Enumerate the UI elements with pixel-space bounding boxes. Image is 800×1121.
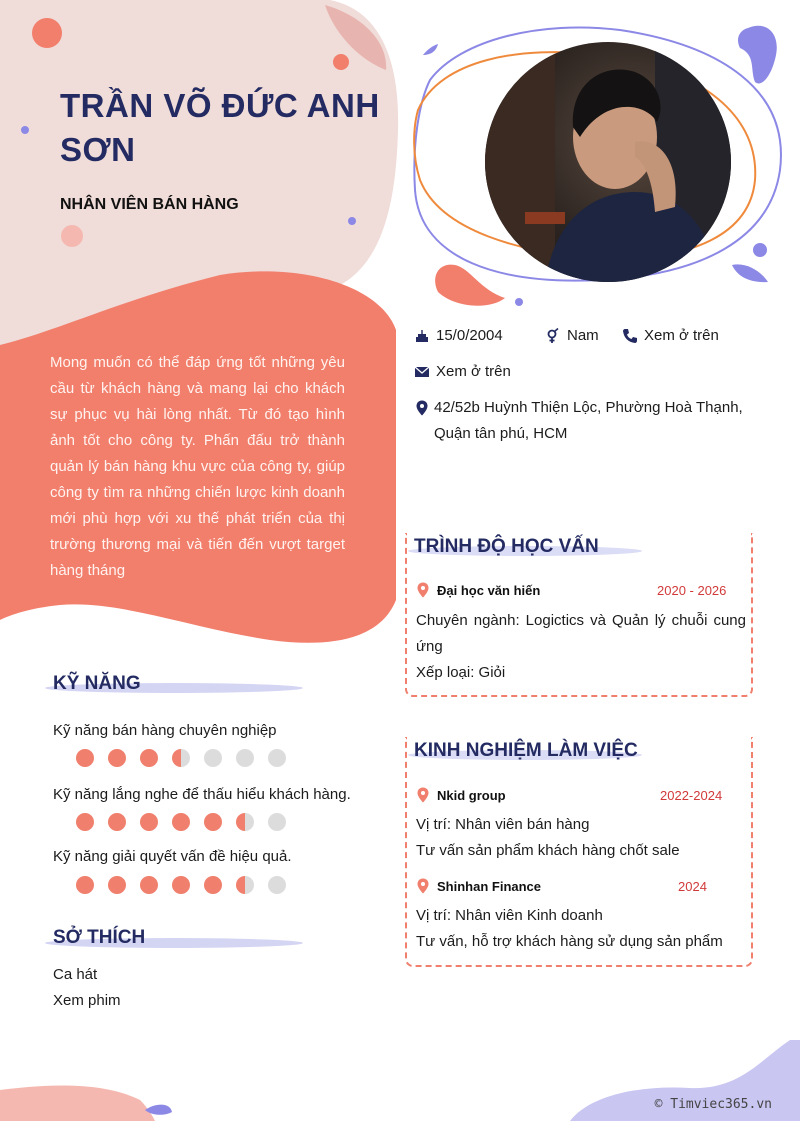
birthday-value: 15/0/2004 <box>436 327 503 344</box>
rating-dot <box>172 876 190 894</box>
envelope-icon <box>414 364 430 380</box>
rating-dot <box>140 749 158 767</box>
skill-label: Kỹ năng lắng nghe để thấu hiểu khách hàng. <box>53 786 351 803</box>
location-pin-icon <box>415 582 431 598</box>
skill-label: Kỹ năng bán hàng chuyên nghiệp <box>53 722 277 739</box>
skill-rating <box>76 813 286 831</box>
gender-icon <box>545 328 561 344</box>
job-company-row <box>415 878 541 894</box>
profile-photo <box>485 42 731 282</box>
rating-dot <box>108 813 126 831</box>
rating-dot <box>108 749 126 767</box>
rating-dot <box>236 813 254 831</box>
hobby-item: Ca hát <box>53 966 98 983</box>
rating-dot <box>108 876 126 894</box>
rating-dot <box>268 813 286 831</box>
birthday-row <box>414 327 503 344</box>
rating-dot <box>236 876 254 894</box>
rating-dot <box>268 749 286 767</box>
rating-dot <box>172 813 190 831</box>
rating-dot <box>268 876 286 894</box>
skill-rating <box>76 876 286 894</box>
job-description: Tư vấn, hỗ trợ khách hàng sử dụng sản phẩm <box>416 933 723 950</box>
location-pin-icon <box>415 787 431 803</box>
education-major: Chuyên ngành: Logictics và Quản lý chuỗi cung ứng <box>416 612 746 655</box>
skills-title: KỸ NĂNG <box>53 673 141 694</box>
gender-value: Nam <box>567 327 599 344</box>
skill-label: Kỹ năng giải quyết vấn đề hiệu quả. <box>53 848 292 865</box>
job-company-row <box>415 787 506 803</box>
portrait-illustration <box>485 42 731 282</box>
address-line-1: 42/52b Huỳnh Thiện Lộc, Phường Hoà Thạnh, <box>434 399 743 416</box>
candidate-name: TRẦN VÕ ĐỨC ANH SƠN <box>60 87 380 168</box>
rating-dot <box>204 813 222 831</box>
hobbies-title: SỞ THÍCH <box>53 927 146 948</box>
job-date: 2022-2024 <box>660 788 723 803</box>
hobby-item: Xem phim <box>53 992 121 1009</box>
rating-dot <box>76 813 94 831</box>
email-value: Xem ở trên <box>436 363 511 380</box>
rating-dot <box>236 749 254 767</box>
gender-row <box>545 327 599 344</box>
school-name: Đại học văn hiến <box>437 582 541 598</box>
phone-icon <box>622 328 638 344</box>
email-row <box>414 363 511 380</box>
phone-value: Xem ở trên <box>644 327 719 344</box>
rating-dot <box>76 749 94 767</box>
phone-row <box>622 327 719 344</box>
rating-dot <box>204 749 222 767</box>
job-date: 2024 <box>678 879 707 894</box>
education-date: 2020 - 2026 <box>657 583 727 598</box>
rating-dot <box>76 876 94 894</box>
rating-dot <box>204 876 222 894</box>
education-title: TRÌNH ĐỘ HỌC VẤN <box>414 536 599 557</box>
school-row <box>415 582 540 598</box>
skill-rating <box>76 749 286 767</box>
job-description: Tư vấn sản phẩm khách hàng chốt sale <box>416 842 680 859</box>
job-company: Shinhan Finance <box>437 878 542 894</box>
rating-dot <box>140 813 158 831</box>
job-company: Nkid group <box>437 787 506 803</box>
address-line-2: Quận tân phú, HCM <box>434 425 568 442</box>
job-position: Vị trí: Nhân viên bán hàng <box>416 816 590 833</box>
job-position: Vị trí: Nhân viên Kinh doanh <box>416 907 603 924</box>
location-pin-icon <box>414 400 430 416</box>
rating-dot <box>140 876 158 894</box>
rating-dot <box>172 749 190 767</box>
location-pin-icon <box>415 878 431 894</box>
career-objective: Mong muốn có thể đáp ứng tốt những yêu cầu từ khách hàng và mang lại cho khách sự phục vụ hài lòng nhất. Từ đó tạo hình ảnh tốt cho công ty. Phấn đấu trở thành quản lý bán hàng khu vực của công ty, giúp công ty tìm ra những chiến lược kinh doanh mới phù hợp với xu thế phát triển của thị trường thương mại và tiến đến vượt target hàng tháng <box>50 354 345 579</box>
cake-icon <box>414 328 430 344</box>
job-title: NHÂN VIÊN BÁN HÀNG <box>60 196 239 213</box>
copyright-footer: © Timviec365.vn <box>654 1097 772 1112</box>
education-grade: Xếp loại: Giỏi <box>416 664 506 681</box>
experience-title: KINH NGHIỆM LÀM VIỆC <box>414 740 638 761</box>
